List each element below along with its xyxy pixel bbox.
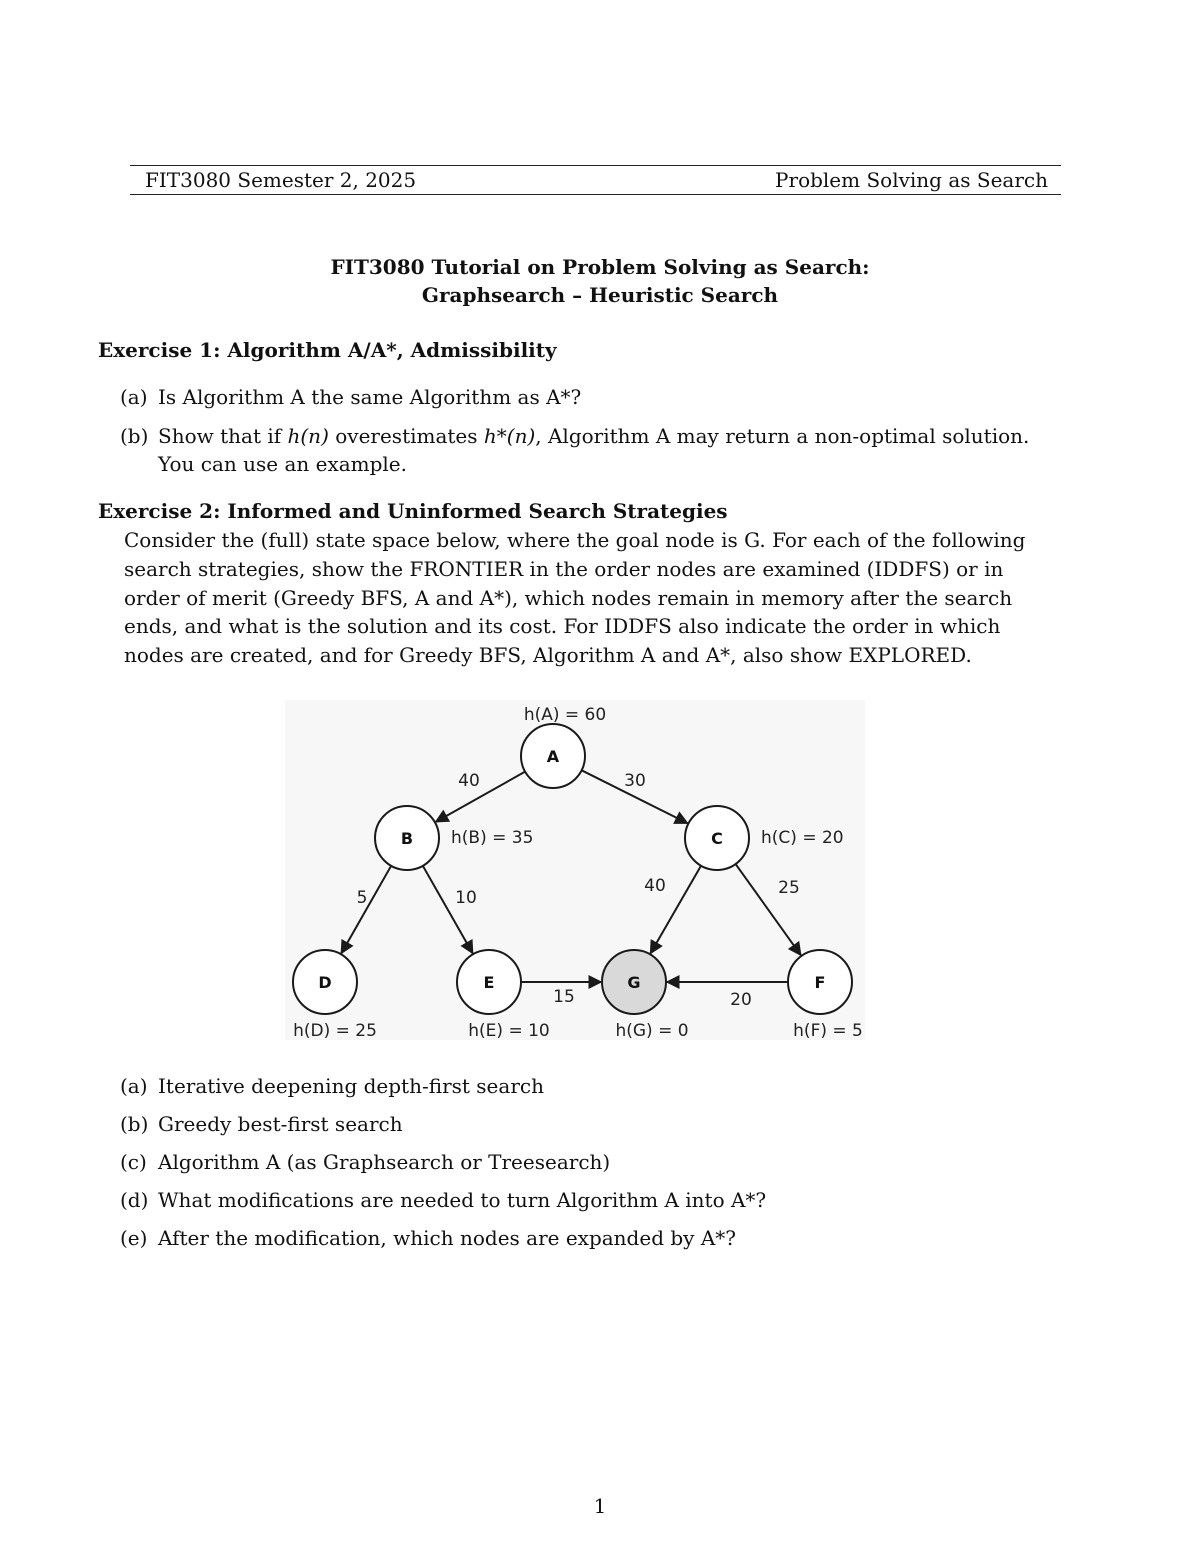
edge-cost-f-g: 20 (730, 990, 752, 1010)
state-space-graph-figure (285, 700, 865, 1040)
edge-cost-a-b: 40 (458, 771, 480, 791)
state-space-graph (285, 700, 865, 1040)
exercise-2-heading: Exercise 2: Informed and Uninformed Search Strategies (98, 499, 728, 523)
title-line-2: Graphsearch – Heuristic Search (421, 283, 779, 307)
node-label-e: E (483, 973, 495, 992)
heuristic-label-g: h(G) = 0 (615, 1021, 689, 1040)
node-label-g: G (627, 973, 641, 992)
item-text-mid: overestimates (328, 424, 484, 448)
node-label-f: F (814, 973, 826, 992)
edge-cost-c-f: 25 (778, 878, 800, 898)
math-h-star-n: h*(n) (483, 424, 536, 448)
item-text: What modifications are needed to turn Algorithm A into A*? (158, 1188, 767, 1212)
header-bottom-rule (130, 194, 1061, 195)
exercise-1-heading: Exercise 1: Algorithm A/A*, Admissibility (98, 338, 557, 362)
item-label: (b) (120, 424, 149, 448)
heuristic-label-a: h(A) = 60 (523, 705, 607, 725)
exercise-2-item-c (120, 1150, 610, 1174)
item-label: (d) (120, 1188, 149, 1212)
item-label: (c) (120, 1150, 147, 1174)
exercise-2-paragraph-line: Consider the (full) state space below, where the goal node is G. For each of the following (124, 528, 1026, 552)
node-label-d: D (318, 973, 332, 992)
exercise-2-item-b (120, 1112, 403, 1136)
item-text-pre: Show that if (158, 424, 288, 448)
exercise-2-paragraph-line: search strategies, show the FRONTIER in the order nodes are examined (IDDFS) or in (124, 557, 1004, 581)
edge-cost-a-c: 30 (624, 771, 646, 791)
edge-b-d (341, 866, 391, 954)
heuristic-label-e: h(E) = 10 (468, 1021, 550, 1040)
header-left: FIT3080 Semester 2, 2025 (145, 168, 417, 192)
heuristic-label-b: h(B) = 35 (451, 828, 534, 848)
item-label: (a) (120, 1074, 148, 1098)
exercise-2-paragraph-line: ends, and what is the solution and its cost. For IDDFS also indicate the order in which (124, 614, 1001, 638)
exercise-1-item-b-line2: You can use an example. (158, 452, 408, 476)
item-text: Greedy best-first search (158, 1112, 403, 1136)
heuristic-label-d: h(D) = 25 (293, 1021, 377, 1040)
item-text-post: , Algorithm A may return a non-optimal solution. (535, 424, 1030, 448)
edge-cost-c-g: 40 (644, 876, 666, 896)
exercise-2-item-d (120, 1188, 766, 1212)
item-label: (a) (120, 385, 148, 409)
edge-b-e (423, 866, 473, 954)
exercise-2-paragraph-line: nodes are created, and for Greedy BFS, Algorithm A and A*, also show EXPLORED. (124, 643, 972, 667)
item-text: Is Algorithm A the same Algorithm as A*? (158, 385, 582, 409)
exercise-2-item-a (120, 1074, 544, 1098)
exercise-1-item-b (120, 424, 1029, 448)
header-top-rule (130, 165, 1061, 166)
item-label: (b) (120, 1112, 149, 1136)
page-number: 1 (593, 1494, 607, 1518)
title-line-1: FIT3080 Tutorial on Problem Solving as Search: (330, 255, 870, 279)
heuristic-label-f: h(F) = 5 (793, 1021, 863, 1040)
exercise-2-item-e (120, 1226, 736, 1250)
item-text: After the modification, which nodes are expanded by A*? (158, 1226, 736, 1250)
node-label-a: A (546, 747, 560, 766)
exercise-2-paragraph-line: order of merit (Greedy BFS, A and A*), which nodes remain in memory after the search (124, 586, 1013, 610)
header-right: Problem Solving as Search (775, 168, 1048, 192)
item-text: Iterative deepening depth-first search (158, 1074, 544, 1098)
math-h-n: h(n) (287, 424, 329, 448)
node-label-b: B (400, 829, 414, 848)
item-label: (e) (120, 1226, 148, 1250)
heuristic-label-c: h(C) = 20 (761, 828, 844, 848)
edge-cost-b-d: 5 (356, 888, 368, 908)
edge-cost-b-e: 10 (455, 888, 477, 908)
edge-a-b (436, 772, 525, 822)
edge-cost-e-g: 15 (553, 987, 575, 1007)
node-label-c: C (711, 829, 723, 848)
item-text: Algorithm A (as Graphsearch or Treesearch) (158, 1150, 611, 1174)
exercise-1-item-a (120, 385, 581, 409)
